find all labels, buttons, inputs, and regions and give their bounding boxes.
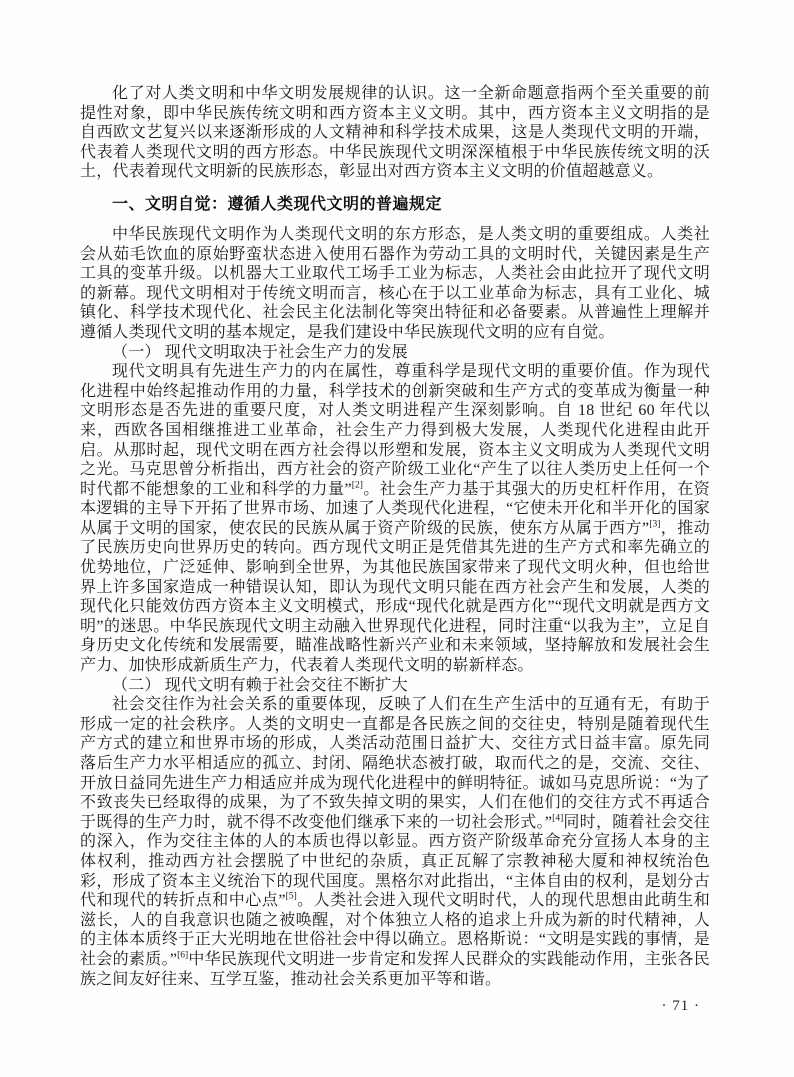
subsection-2-heading: （二） 现代文明有赖于社会交往不断扩大	[112, 676, 408, 694]
page-number: · 71 ·	[661, 998, 700, 1015]
section-heading: 一、文明自觉：遵循人类现代文明的普遍规定	[112, 195, 443, 213]
citation-marker: [2]	[351, 480, 363, 491]
section-intro-paragraph: 中华民族现代文明作为人类现代文明的东方形态，是人类文明的重要组成。人类社会从茹毛饮血的原始野蛮状态进入使用石器作为劳动工具的文明时代，关键因素是生产工具的变革升级。以机器大工业取代工场手工业为标志，人类社会由此拉开了现代文明的新幕。现代文明相对于传统文明而言，核心在于以工业革命为标志，具有工业化、城镇化、科学技术现代化、社会民主化法制化等突出特征和必备要素。从普遍性上理解并遵循人类现代文明的基本规定，是我们建设中华民族现代文明的应有自觉。	[80, 225, 710, 341]
citation-marker: [4]	[552, 813, 564, 824]
subsection-1-paragraph: 现代文明具有先进生产力的内在属性，尊重科学是现代文明的重要价值。作为现代化进程中始终起推动作用的力量，科学技术的创新突破和生产方式的变革成为衡量一种文明形态是否先进的重要尺度，对人类文明进程产生深刻影响。自 18 世纪 60 年代以来，西欧各国相继推进工业革命，社会生产力得到极大发展，人类现代化进程由此开启。从那时起，现代文明在西方社会得以形塑和发展，资本主义文明成为人类现代文明之光。马克思曾分析指出，西方社会的资产阶级工业化“产生了以往人类历史上任何一个时代都不能想象的工业和科学的力量”[2]。社会生产力基于其强大的历史杠杆作用，在资本逻辑的主导下开拓了世界市场、加速了人类现代化进程，“它使未开化和半开化的国家从属于文明的国家，使农民的民族从属于资产阶级的民族，使东方从属于西方”[3]，推动了民族历史向世界历史的转向。西方现代文明正是凭借其先进的生产方式和率先确立的优势地位，广泛延伸、影响到全世界，为其他民族国家带来了现代文明火种，但也给世界上许多国家造成一种错误认知，即认为现代文明只能在西方社会产生和发展，人类的现代化只能效仿西方资本主义文明模式，形成“现代化就是西方化”“现代文明就是西方文明”的迷思。中华民族现代文明主动融入世界现代化进程，同时注重“以我为主”，立足自身历史文化传统和发展需要，瞄准战略性新兴产业和未来领域，坚持解放和发展社会生产力、加快形成新质生产力，代表着人类现代文明的崭新样态。	[80, 363, 710, 675]
intro-paragraph: 化了对人类文明和中华文明发展规律的认识。这一全新命题意指两个至关重要的前提性对象，即中华民族传统文明和西方资本主义文明。其中，西方资本主义文明指的是自西欧文艺复兴以来逐渐形成的人文精神和科学技术成果，这是人类现代文明的开端，代表着人类现代文明的西方形态。中华民族现代文明深深植根于中华民族传统文明的沃土，代表着现代文明新的民族形态，彰显出对西方资本主义文明的价值超越意义。	[80, 85, 710, 181]
citation-marker: [3]	[649, 519, 661, 530]
citation-marker: [5]	[285, 891, 297, 902]
subsection-2-paragraph: 社会交往作为社会关系的重要体现，反映了人们在生产生活中的互通有无，有助于形成一定的社会秩序。人类的文明史一直都是各民族之间的交往史，特别是随着现代生产方式的建立和世界市场的形成，人类活动范围日益扩大、交往方式日益丰富。原先同落后生产力水平相适应的孤立、封闭、隔绝状态被打破，取而代之的是，交流、交往、开放日益同先进生产力相适应并成为现代化进程中的鲜明特征。诚如马克思所说：“为了不致丧失已经取得的成果，为了不致失掉文明的果实，人们在他们的交往方式不再适合于既得的生产力时，就不得不改变他们继承下来的一切社会形式。”[4]同时，随着社会交往的深入，作为交往主体的人的本质也得以彰显。西方资产阶级革命充分宣扬人本身的主体权利，推动西方社会摆脱了中世纪的杂质，真正瓦解了宗教神秘大厦和神权统治色彩，形成了资本主义统治下的现代国度。黑格尔对此指出，“主体自由的权利，是划分古代和现代的转折点和中心点”[5]。人类社会进入现代文明时代，人的现代思想由此萌生和滋长，人的自我意识也随之被唤醒，对个体独立人格的追求上升成为新的时代精神，人的主体本质终于正大光明地在世俗社会中得以确立。恩格斯说：“文明是实践的事情，是社会的素质。”[6]中华民族现代文明进一步肯定和发挥人民群众的实践能动作用，主张各民族之间友好往来、互学互鉴，推动社会关系更加平等和谐。	[80, 696, 710, 988]
citation-marker: [6]	[177, 950, 189, 961]
subsection-1-heading: （一） 现代文明取决于社会生产力的发展	[112, 343, 408, 361]
